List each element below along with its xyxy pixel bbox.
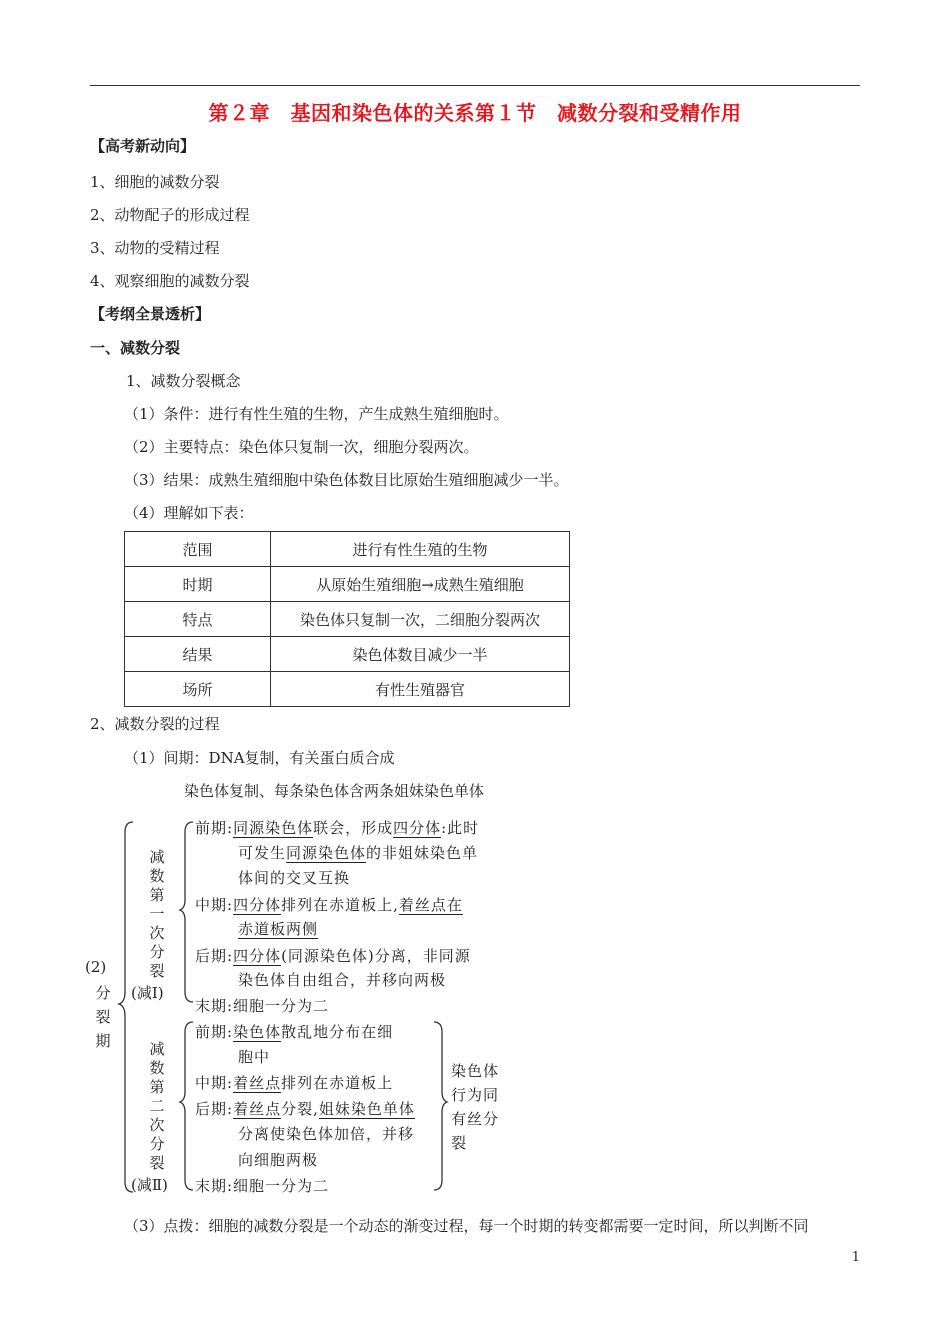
m2-metaphase: 中期:着丝点排列在赤道板上 xyxy=(195,1074,394,1092)
m2-char: 次 xyxy=(149,1116,165,1134)
label-char: 期 xyxy=(95,1032,111,1050)
m2-telophase: 末期:细胞一分为二 xyxy=(195,1177,330,1195)
subheading-concept: 1、减数分裂概念 xyxy=(126,372,241,390)
table-cell-value: 有性生殖器官 xyxy=(271,672,570,707)
top-rule xyxy=(90,85,860,86)
table-cell-value: 从原始生殖细胞→成熟生殖细胞 xyxy=(271,567,570,602)
m2-char: 分 xyxy=(149,1135,165,1153)
m2-char: 减 xyxy=(149,1040,165,1058)
division-phase-diagram xyxy=(85,812,525,1197)
label-char: 分 xyxy=(95,984,111,1002)
side-note-line: 裂 xyxy=(451,1134,468,1152)
concept-table-intro: （4）理解如下表： xyxy=(124,504,254,522)
concept-feature: （2）主要特点：染色体只复制一次，细胞分裂两次。 xyxy=(124,438,479,456)
m1-metaphase: 中期:四分体排列在赤道板上,着丝点在 xyxy=(195,896,463,914)
m1-char: 第 xyxy=(149,886,165,904)
m2-abbr: (减Ⅱ) xyxy=(131,1176,168,1194)
label-char: 裂 xyxy=(95,1008,111,1026)
m1-char: 裂 xyxy=(149,962,165,980)
m1-char: 数 xyxy=(149,867,165,885)
section-heading-trends: 【高考新动向】 xyxy=(90,137,196,155)
m2-anaphase-line2: 分离使染色体加倍，并移 xyxy=(238,1125,415,1143)
m2-prophase-line2: 胞中 xyxy=(238,1048,271,1066)
list-item: 3、动物的受精过程 xyxy=(90,239,220,257)
m1-prophase-line2: 可发生同源染色体的非姐妹染色单 xyxy=(238,844,479,862)
list-item: 1、细胞的减数分裂 xyxy=(90,173,220,191)
table-cell-key: 范围 xyxy=(125,532,271,567)
m1-prophase: 前期:同源染色体联会，形成四分体:此时 xyxy=(195,819,480,837)
table-row xyxy=(125,602,570,637)
m2-char: 第 xyxy=(149,1078,165,1096)
concept-condition: （1）条件：进行有性生殖的生物，产生成熟生殖细胞时。 xyxy=(124,405,509,423)
m1-prophase-line3: 体间的交叉互换 xyxy=(238,869,351,887)
table-cell-value: 染色体数目减少一半 xyxy=(271,637,570,672)
table-row xyxy=(125,637,570,672)
side-note-line: 有丝分 xyxy=(451,1110,500,1128)
m2-char: 裂 xyxy=(149,1154,165,1172)
table-row xyxy=(125,532,570,567)
concept-table xyxy=(124,531,570,707)
list-item: 4、观察细胞的减数分裂 xyxy=(90,272,250,290)
m1-abbr: (减Ⅰ) xyxy=(131,984,164,1002)
m1-char: 一 xyxy=(149,905,165,923)
table-row xyxy=(125,672,570,707)
m1-char: 分 xyxy=(149,943,165,961)
interphase-note: 染色体复制、每条染色体含两条姐妹染色单体 xyxy=(184,782,485,800)
label-number: (2) xyxy=(85,958,107,976)
m2-prophase: 前期:染色体散乱地分布在细 xyxy=(195,1023,394,1041)
table-row xyxy=(125,567,570,602)
table-cell-key: 场所 xyxy=(125,672,271,707)
m1-char: 次 xyxy=(149,924,165,942)
m1-telophase: 末期:细胞一分为二 xyxy=(195,997,330,1015)
m2-char: 二 xyxy=(149,1097,165,1115)
concept-result: （3）结果：成熟生殖细胞中染色体数目比原始生殖细胞减少一半。 xyxy=(124,471,569,489)
section-heading-outline: 【考纲全景透析】 xyxy=(90,305,211,323)
part-heading-meiosis: 一、减数分裂 xyxy=(90,339,181,357)
subheading-process: 2、减数分裂的过程 xyxy=(90,715,220,733)
table-cell-value: 染色体只复制一次，二细胞分裂两次 xyxy=(271,602,570,637)
table-cell-value: 进行有性生殖的生物 xyxy=(271,532,570,567)
list-item: 2、动物配子的形成过程 xyxy=(90,206,250,224)
m2-char: 数 xyxy=(149,1059,165,1077)
side-note-line: 行为同 xyxy=(451,1086,500,1104)
table-cell-key: 结果 xyxy=(125,637,271,672)
table-cell-key: 时期 xyxy=(125,567,271,602)
m2-anaphase: 后期:着丝点分裂,姐妹染色单体 xyxy=(195,1100,415,1118)
m2-anaphase-line3: 向细胞两极 xyxy=(238,1151,319,1169)
m1-char: 减 xyxy=(149,848,165,866)
table-cell-key: 特点 xyxy=(125,602,271,637)
page-number: 1 xyxy=(851,1250,860,1265)
page-title: 第２章 基因和染色体的关系第１节 减数分裂和受精作用 xyxy=(208,101,742,125)
side-note-line: 染色体 xyxy=(451,1062,500,1080)
interphase-text: （1）间期：DNA复制，有关蛋白质合成 xyxy=(124,749,395,767)
m1-anaphase: 后期:四分体(同源染色体)分离，非同源 xyxy=(195,947,471,965)
m1-metaphase-line2: 赤道板两侧 xyxy=(238,920,319,938)
m1-anaphase-line2: 染色体自由组合，并移向两极 xyxy=(238,971,447,989)
tip-text: （3）点拨：细胞的减数分裂是一个动态的渐变过程，每一个时期的转变都需要一定时间，所以判断不同 xyxy=(124,1217,809,1235)
